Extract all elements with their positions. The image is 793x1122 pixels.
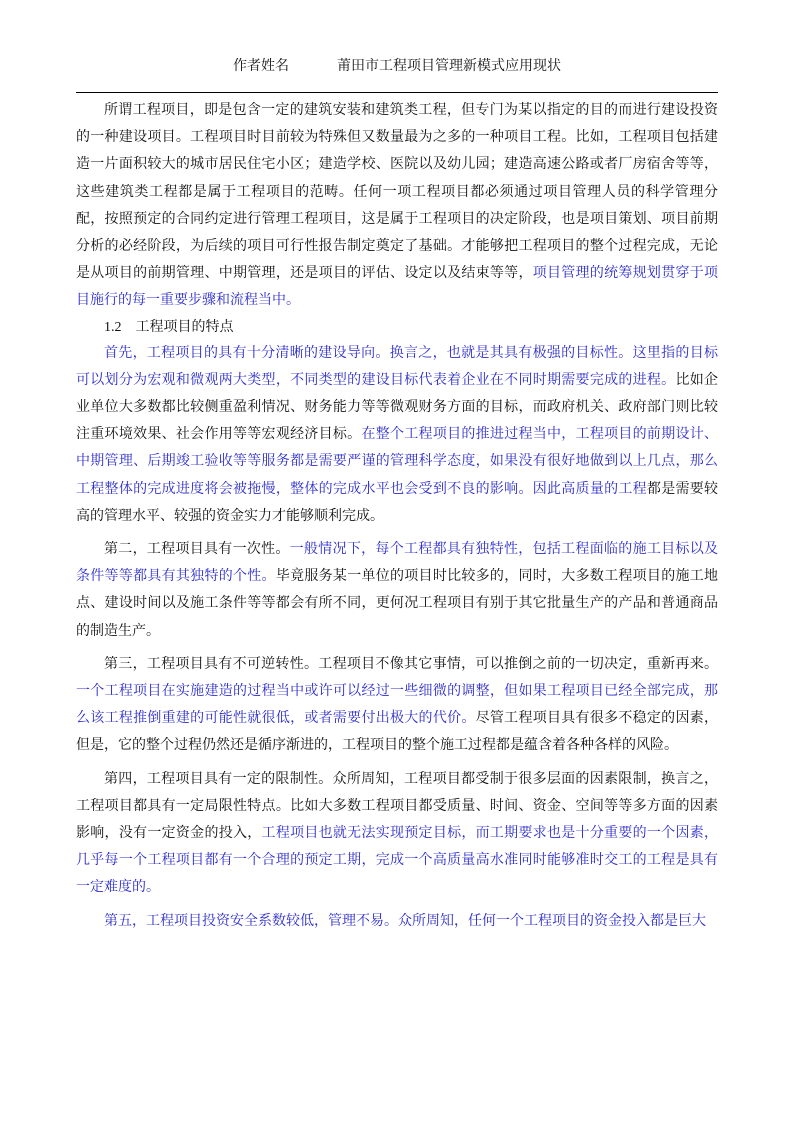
p3-text-2: 尽管工程项目具有很多不稳定的因素，但是，它的整个过程仍然还是循序渐进的，工程项目的整个施工过程都是蕴含着各种各样的风险。 [76, 710, 719, 754]
section-title: 工程项目的特点 [135, 318, 234, 335]
p1-highlight-1: 首先，工程项目的具有十分清晰的建设导向。换言之，也就是其具有极强的目标性。这里指的目标可以划分为宏观和微观两大类型，不同类型的建设目标代表着企业在不同时期需要完成的进程。 [76, 344, 718, 388]
p5-highlight-1: 第五，工程项目投资安全系数较低，管理不易。众所周知，任何一个工程项目的资金投入都是巨大 [104, 912, 706, 929]
p1-highlight-2: 在整个工程项目的推进过程当中，工程项目的前期设计、中期管理、后期竣工验收等等服务都是需要严谨的管理科学态度，如果没有很好地做到以上几点，那么工程整体的完成进度将会被拖慢，整体的完成水平也会受到不良的影响。因此高质量的工程 [76, 426, 719, 497]
section-heading [76, 315, 718, 340]
p4-highlight-1: 工程项目也就无法实现预定目标，而工期要求也是十分重要的一个因素，几乎每一个工程项目都有一个合理的预定工期，完成一个高质量高水准同时能够准时交工的工程是具有一定难度的。 [76, 825, 718, 896]
p4-text-1: 第四，工程项目具有一定的限制性。众所周知，工程项目都受制于很多层面的因素限制，换言之，工程项目都具有一定局限性特点。比如大多数工程项目都受质量、时间、资金、空间等等多方面的因素影响，没有一定资金的投入， [76, 770, 718, 842]
paragraph-third [76, 651, 718, 760]
paragraph-first [76, 340, 718, 530]
header-author: 作者姓名 [233, 58, 289, 74]
p2-highlight-1: 一般情况下，每个工程都具有独特性，包括工程面临的施工目标以及条件等等都具有其独特的个性。 [76, 541, 719, 585]
p2-text-2: 毕竟服务某一单位的项目时比较多的，同时，大多数工程项目的施工地点、建设时间以及施工条件等等都会有所不同，更何况工程项目有别于其它批量生产的产品和普通商品的制造生产。 [76, 568, 719, 639]
header-rule [76, 92, 718, 93]
intro-paragraph [76, 97, 718, 315]
paragraph-second [76, 536, 718, 645]
document-body [76, 97, 718, 935]
running-header [76, 56, 718, 76]
p3-text-1: 第三，工程项目具有不可逆转性。工程项目不像其它事情，可以推倒之前的一切决定，重新再来。 [104, 655, 718, 672]
header-title: 莆田市工程项目管理新模式应用现状 [337, 58, 561, 74]
p2-text-1: 第二，工程项目具有一次性。 [104, 541, 290, 558]
intro-text: 所谓工程项目，即是包含一定的建筑安装和建筑类工程，但专门为某以指定的目的而进行建设投资的一种建设项目。工程项目时目前较为特殊但又数量最为之多的一种项目工程。比如，工程项目包括建造一片面积较大的城市居民住宅小区；建造学校、医院以及幼儿园；建造高速公路或者厂房宿舍等等，这些建筑类工程都是属于工程项目的范畴。任何一项工程项目都必须通过项目管理人员的科学管理分配，按照预定的合同约定进行管理工程项目，这是属于工程项目的决定阶段，也是项目策划、项目前期分析的必经阶段，为后续的项目可行性报告制定奠定了基础。才能够把工程项目的整个过程完成，无论是从项目的前期管理、中期管理，还是项目的评估、设定以及结束等等， [76, 102, 718, 282]
paragraph-fifth [76, 908, 718, 935]
paragraph-fourth [76, 766, 718, 902]
intro-highlight: 项目管理的统筹规划贯穿于项目施行的每一重要步骤和流程当中。 [76, 265, 719, 309]
section-number: 1.2 [104, 319, 122, 335]
p3-highlight-1: 一个工程项目在实施建造的过程当中或许可以经过一些细微的调整，但如果工程项目已经全部完成，那么该工程推倒重建的可能性就很低，或者需要付出极大的代价。 [76, 683, 718, 727]
p1-text-2: 都是需要较高的管理水平、较强的资金实力才能够顺利完成。 [76, 480, 719, 524]
p1-text-1: 比如企业单位大多数都比较侧重盈利情况、财务能力等等微观财务方面的目标，而政府机关、政府部门则比较注重环境效果、社会作用等等宏观经济目标。 [76, 371, 718, 443]
